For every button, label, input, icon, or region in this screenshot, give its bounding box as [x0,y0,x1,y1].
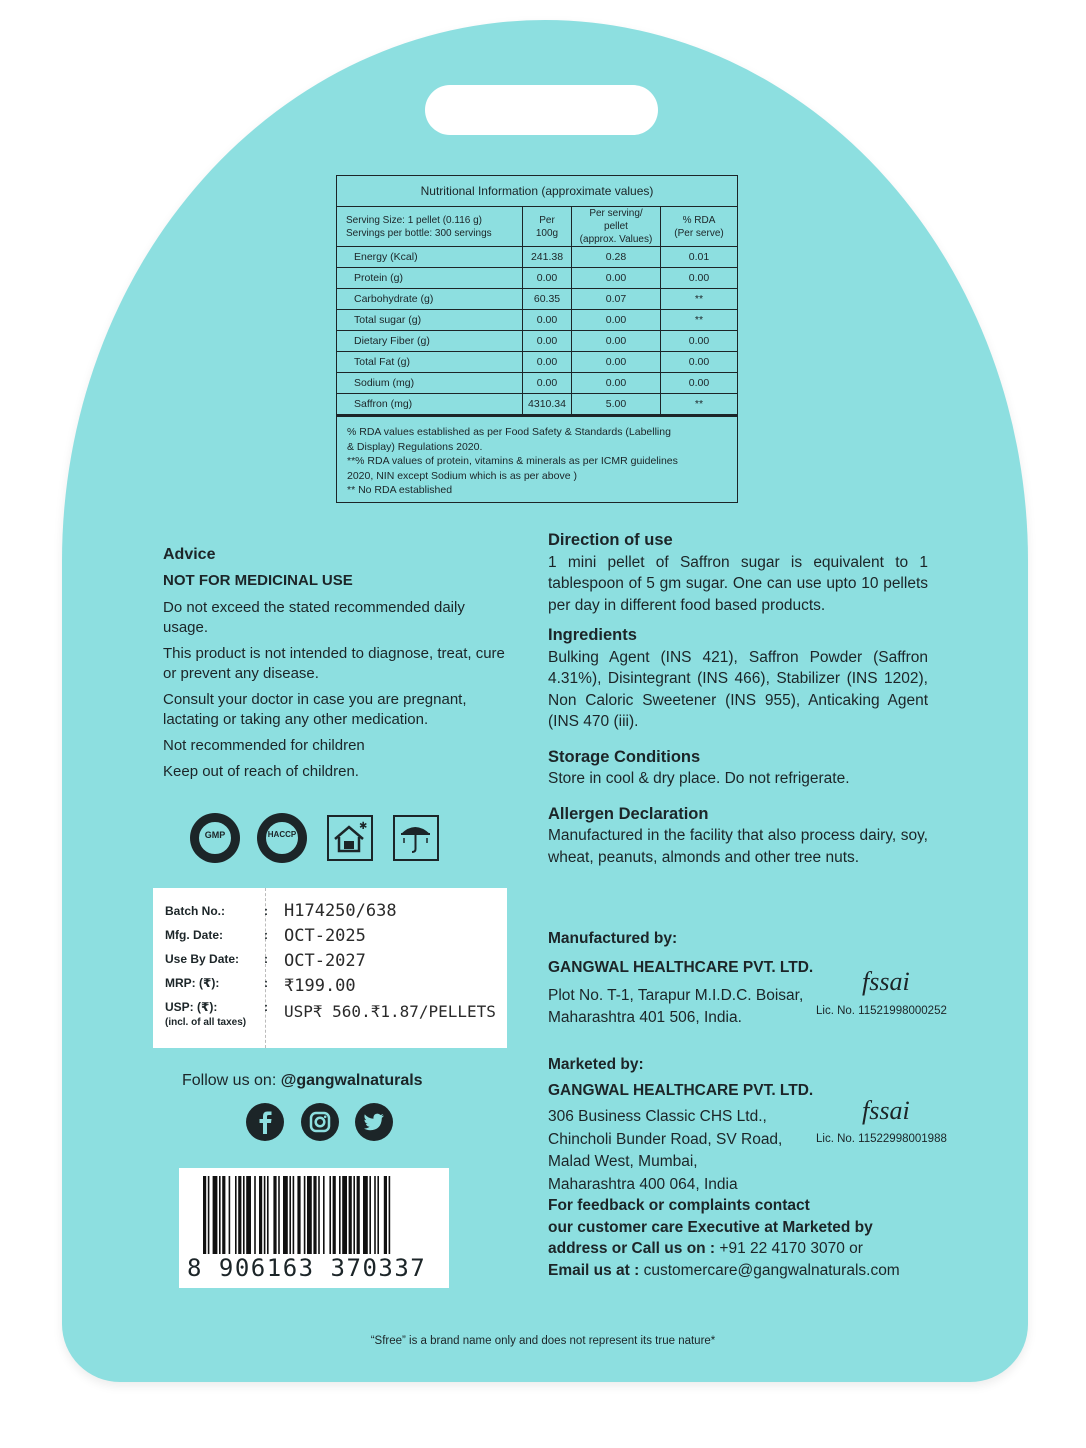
facebook-icon[interactable] [246,1103,284,1141]
marketer-address-line: Malad West, Mumbai, [548,1153,698,1170]
direction-title: Direction of use [548,531,673,549]
batch-label-text: Batch No.: [165,904,225,918]
keep-dry-umbrella-icon [393,815,439,861]
use-by-label: Use By Date: [165,952,240,966]
rda-value: 0.00 [661,373,738,394]
colon: : [264,976,268,990]
advice-item: This product is not intended to diagnose, treat, cure or prevent any disease. [163,645,505,682]
manufacturer-address-line: Maharashtra 401 506, India. [548,1009,742,1026]
usp-value: USP₹ 560.₹1.87/PELLETS [284,1002,496,1021]
nutrition-grid [337,207,737,417]
fssai-logo-icon: fssai [862,1096,910,1125]
fssai-logo-icon: fssai [862,967,910,996]
colon: : [264,952,268,966]
haccp-text: HACCP [267,830,297,839]
barcode-bar [264,1176,266,1254]
per100-value: 0.00 [523,331,572,352]
per100-value: 241.38 [523,247,572,268]
storage-text: Store in cool & dry place. Do not refrigerate. [548,770,850,787]
serving-value: 0.00 [572,310,661,331]
serving-info-cell [337,207,523,247]
barcode [179,1168,449,1288]
barcode-bars [179,1168,449,1258]
marketer-address-line: 306 Business Classic CHS Ltd., [548,1108,767,1125]
barcode-bar [369,1176,371,1254]
col-per100-header [523,207,572,247]
col-per100-a: Per [539,214,555,226]
advice-item: Not recommended for children [163,737,365,754]
mfg-value: OCT-2025 [284,926,366,946]
nutrient-name: Protein (g) [337,268,523,289]
barcode-bar [222,1176,225,1254]
note-line: **% RDA values of protein, vitamins & minerals as per ICMR guidelines [347,455,678,467]
ingredients-title: Ingredients [548,626,637,644]
serving-value: 0.00 [572,352,661,373]
barcode-bar [278,1176,280,1254]
per100-value: 60.35 [523,289,572,310]
nutrient-name: Carbohydrate (g) [337,289,523,310]
barcode-number: 8 906163 370337 [187,1254,427,1282]
ingredients-section [548,625,928,733]
barcode-bar [389,1176,391,1254]
barcode-bar [259,1176,262,1254]
serving-size-text: Serving Size: 1 pellet (0.116 g) [346,214,483,226]
certification-icons [190,813,445,865]
storage-title: Storage Conditions [548,747,701,766]
barcode-bar [229,1176,231,1254]
per100-value: 4310.34 [523,394,572,416]
marketer-address-line: Maharashtra 400 064, India [548,1175,738,1193]
marketer-address-line: Chincholi Bunder Road, SV Road, [548,1130,783,1148]
colon: : [264,928,268,942]
barcode-bar [297,1176,300,1254]
barcode-bar [243,1176,245,1254]
col-rda-a: % RDA [682,214,716,226]
barcode-bar [349,1176,352,1254]
phone-number[interactable]: +91 22 4170 3070 or [719,1240,863,1257]
barcode-bar [219,1176,221,1254]
store-cool-dry-icon [327,815,373,861]
barcode-bar [313,1176,316,1254]
barcode-bar [293,1176,295,1254]
per100-value: 0.00 [523,310,572,331]
barcode-bar [307,1176,312,1254]
storage-section [548,747,928,790]
advice-subtitle: NOT FOR MEDICINAL USE [163,572,353,589]
rda-value: 0.01 [661,247,738,268]
manufacturer-license: Lic. No. 11521998000252 [816,1005,947,1017]
note-line: & Display) Regulations 2020. [347,440,483,453]
rda-value: 0.00 [661,268,738,289]
advice-item: Consult your doctor in case you are pregnant, lactating or taking any other medication. [163,691,467,728]
serving-value: 0.00 [572,268,661,289]
haccp-seal-icon [257,813,307,863]
table-row [337,289,737,310]
barcode-bar [208,1176,210,1254]
direction-text: 1 mini pellet of Saffron sugar is equivalent to 1 tablespoon of 5 gm sugar. One can use upto 10 pellets per day in different food based products. [548,553,928,614]
mrp-label: MRP: (₹): [165,976,220,990]
table-row [337,310,737,331]
barcode-bar [353,1176,355,1254]
col-rda-header [661,207,738,247]
usp-label: USP: (₹): [165,1000,218,1014]
rda-value: ** [661,394,738,416]
table-row [337,373,737,394]
product-info-column [548,530,928,877]
nutrition-notes [337,417,737,502]
nutrient-name: Total Fat (g) [337,352,523,373]
gmp-text: GMP [204,830,226,840]
follow-us [182,1072,423,1090]
follow-label: Follow us on: [182,1072,281,1089]
nutrient-name: Sodium (mg) [337,373,523,394]
nutrient-name: Saffron (mg) [337,394,523,416]
allergen-section [548,804,928,869]
advice-item: Keep out of reach of children. [163,763,359,780]
feedback-line: For feedback or complaints contact [548,1197,810,1214]
per100-value: 0.00 [523,352,572,373]
barcode-bar [374,1176,376,1254]
feedback-line: our customer care Executive at Marketed by [548,1218,873,1236]
colon: : [264,1000,268,1014]
barcode-bar [267,1176,269,1254]
serving-value: 5.00 [572,394,661,416]
table-row [337,352,737,373]
table-row [337,268,737,289]
advice-title: Advice [163,546,216,563]
col-serving-a: Per serving/ pellet [589,208,643,232]
direction-section [548,530,928,616]
nutrient-name: Energy (Kcal) [337,247,523,268]
note-line: 2020, NIN except Sodium which is as per above ) [347,469,577,482]
nutrient-name: Dietary Fiber (g) [337,331,523,352]
barcode-bar [254,1176,256,1254]
twitter-icon[interactable] [355,1103,393,1141]
table-row [337,394,737,416]
barcode-bar [339,1176,341,1254]
serving-value: 0.07 [572,289,661,310]
col-per100-b: 100g [535,227,559,239]
per100-value: 0.00 [523,268,572,289]
rda-value: ** [661,289,738,310]
barcode-bar [333,1176,336,1254]
batch-value: H174250/638 [284,901,397,921]
feedback-contact [548,1195,968,1281]
email-address[interactable]: customercare@gangwalnaturals.com [643,1261,900,1279]
use-by-value: OCT-2027 [284,951,366,971]
allergen-text: Manufactured in the facility that also process dairy, soy, wheat, peanuts, almonds and other tree nuts. [548,827,928,866]
barcode-bar [329,1176,331,1254]
instagram-icon[interactable] [301,1103,339,1141]
nutrition-header-row [337,207,737,247]
rda-value: 0.00 [661,352,738,373]
manufacturer-address-line: Plot No. T-1, Tarapur M.I.D.C. Boisar, [548,986,804,1004]
barcode-bar [363,1176,368,1254]
manufacturer-title: Manufactured by: [548,930,678,947]
rda-value: 0.00 [661,331,738,352]
table-row [337,331,737,352]
allergen-title: Allergen Declaration [548,804,709,823]
barcode-bar [213,1176,218,1254]
servings-text: Servings per bottle: 300 servings [346,227,492,239]
col-serving-header [572,207,661,247]
barcode-bar [342,1176,347,1254]
barcode-bar [377,1176,379,1254]
note-line: % RDA values established as per Food Safety & Standards (Labelling [347,426,671,438]
batch-label [153,888,507,1048]
feedback-call-label: address or Call us on : [548,1240,720,1257]
barcode-bar [323,1176,325,1254]
feedback-email-label: Email us at : [548,1261,644,1279]
marketer-license: Lic. No. 11522998001988 [816,1133,947,1145]
barcode-bar [273,1176,276,1254]
barcode-bar [246,1176,251,1254]
svg-text:✱: ✱ [359,821,368,832]
barcode-bar [357,1176,360,1254]
serving-value: 0.00 [572,331,661,352]
mfg-label: Mfg. Date: [165,928,223,942]
table-row [337,247,737,268]
barcode-bar [289,1176,291,1254]
col-rda-b: (Per serve) [674,227,724,239]
gmp-seal-icon [190,813,240,863]
ingredients-text: Bulking Agent (INS 421), Saffron Powder (Saffron 4.31%), Disintegrant (INS 466), Stabilizer (INS 1202), Non Caloric Sweetener (INS 955), Anticaking Agent (INS 470 (iii). [548,648,928,730]
usp-note: (incl. of all taxes) [165,1017,247,1028]
barcode-bar [318,1176,320,1254]
advice-section [163,545,513,788]
serving-value: 0.28 [572,247,661,268]
barcode-bar [203,1176,206,1254]
serving-value: 0.00 [572,373,661,394]
manufacturer-company: GANGWAL HEALTHCARE PVT. LTD. [548,958,814,976]
brand-disclaimer: “Sfree” is a brand name only and does not represent its true nature* [370,1335,716,1347]
hang-hole [425,85,658,135]
barcode-bar [238,1176,241,1254]
rda-value: ** [661,310,738,331]
barcode-bar [304,1176,306,1254]
nutrition-table [336,175,738,503]
marketer-company: GANGWAL HEALTHCARE PVT. LTD. [548,1082,814,1099]
colon: : [264,904,268,918]
barcode-bar [283,1176,288,1254]
mrp-value: ₹199.00 [284,976,356,996]
marketer-title: Marketed by: [548,1055,644,1073]
barcode-bar [235,1176,237,1254]
nutrition-title: Nutritional Information (approximate values) [337,176,737,207]
note-line: ** No RDA established [347,484,453,496]
nutrient-name: Total sugar (g) [337,310,523,331]
col-serving-b: (approx. Values) [579,234,653,245]
barcode-bar [384,1176,387,1254]
social-handle[interactable]: @gangwalnaturals [280,1072,423,1089]
advice-item: Do not exceed the stated recommended daily usage. [163,599,465,636]
per100-value: 0.00 [523,373,572,394]
